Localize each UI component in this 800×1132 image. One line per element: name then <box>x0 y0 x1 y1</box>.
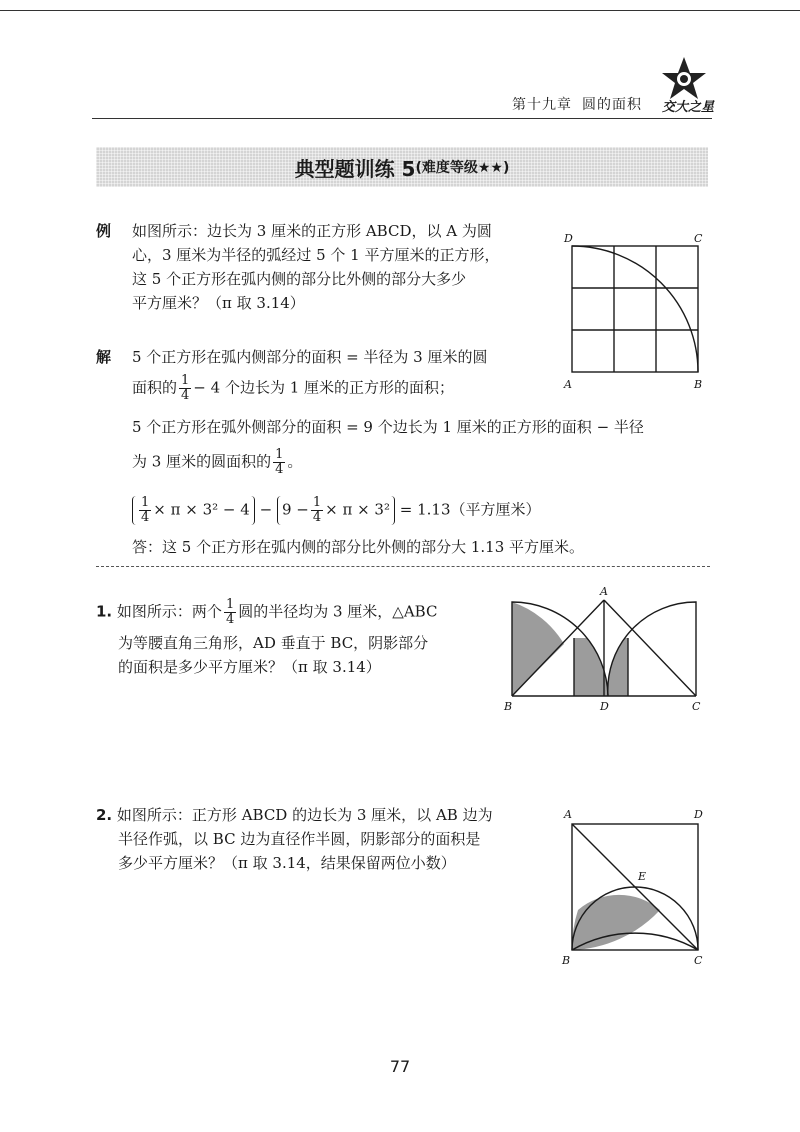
example-line-3: 这 5 个正方形在弧内侧的部分比外侧的部分大多少 <box>132 270 467 288</box>
problem-2-line-2: 半径作弧，以 BC 边为直径作半圆，阴影部分的面积是 <box>118 830 481 848</box>
solution-line-4-pre: 为 3 厘米的圆面积的 <box>132 452 272 471</box>
formula-minus: − <box>259 500 273 519</box>
fraction-denominator: 4 <box>275 462 284 477</box>
example-line-1: 如图所示：边长为 3 厘米的正方形 ABCD，以 A 为圆 <box>132 222 492 240</box>
fraction-numerator: 1 <box>181 373 190 388</box>
fraction-numerator: 1 <box>141 495 150 510</box>
formula-right-term <box>277 496 395 525</box>
page-number: 77 <box>389 1057 411 1076</box>
formula-result: = 1.13（平方厘米） <box>399 500 541 519</box>
section-title-band <box>96 147 708 187</box>
label-B: B <box>504 700 513 713</box>
problem-2-line-1 <box>96 804 493 826</box>
example-tag: 例 <box>96 222 112 240</box>
solution-line-2-pre: 面积的 <box>132 378 178 397</box>
chapter-label: 第十九章 <box>512 97 572 113</box>
fraction-one-quarter <box>224 598 236 627</box>
solution-line-1: 5 个正方形在弧内侧部分的面积 = 半径为 3 厘米的圆 <box>132 348 488 366</box>
problem-2-line-3: 多少平方厘米？（π 取 3.14，结果保留两位小数） <box>118 854 456 872</box>
example-line-2: 心，3 厘米为半径的弧经过 5 个 1 平方厘米的正方形， <box>132 246 500 264</box>
fraction-numerator: 1 <box>225 597 235 612</box>
example-line-4: 平方厘米？（π 取 3.14） <box>132 294 305 312</box>
example-figure <box>560 232 710 394</box>
problem-1-line-2: 为等腰直角三角形，AD 垂直于 BC，阴影部分 <box>118 634 429 652</box>
running-header <box>512 94 642 114</box>
fraction-one-quarter <box>139 496 151 525</box>
problem-1-line-3: 的面积是多少平方厘米？（π 取 3.14） <box>118 658 381 676</box>
problem-1-number: 1. <box>96 602 113 621</box>
logo-text: 交大之星 <box>662 100 715 115</box>
section-label: 圆的面积 <box>582 97 642 113</box>
solution-line-4 <box>132 448 302 477</box>
label-B: B <box>694 378 703 391</box>
solution-line-4-post: 。 <box>287 452 303 471</box>
label-A: A <box>564 378 572 391</box>
problem-2-line-1-text: 如图所示：正方形 ABCD 的边长为 3 厘米，以 AB 边为 <box>116 806 493 824</box>
label-D: D <box>694 808 703 821</box>
difficulty-label: (难度等级★★) <box>415 160 510 176</box>
fraction-denominator: 4 <box>181 388 190 403</box>
formula-left-term <box>132 496 255 525</box>
fraction-one-quarter <box>273 448 285 477</box>
problem-1-line-1-post: 圆的半径均为 3 厘米，△ABC <box>238 602 438 621</box>
answer-line: 答：这 5 个正方形在弧内侧的部分比外侧的部分大 1.13 平方厘米。 <box>132 538 585 556</box>
label-D: D <box>600 700 609 713</box>
label-A: A <box>600 585 608 598</box>
fraction-numerator: 1 <box>275 447 284 462</box>
solution-line-2-post: − 4 个边长为 1 厘米的正方形的面积； <box>193 378 455 397</box>
problem-1-line-1 <box>96 598 437 627</box>
section-divider <box>96 566 710 567</box>
fraction-one-quarter <box>311 496 323 525</box>
label-C: C <box>694 954 703 967</box>
solution-line-2 <box>132 374 454 403</box>
solution-line-3: 5 个正方形在弧外侧部分的面积 = 9 个边长为 1 厘米的正方形的面积 − 半径 <box>132 418 644 436</box>
fraction-denominator: 4 <box>141 510 150 525</box>
fraction-one-quarter <box>179 374 191 403</box>
fraction-denominator: 4 <box>225 612 235 627</box>
problem-2-number: 2. <box>96 806 113 824</box>
label-D: D <box>564 232 573 245</box>
label-C: C <box>694 232 703 245</box>
label-A: A <box>564 808 572 821</box>
problem-1-figure <box>500 584 710 714</box>
label-E: E <box>638 870 647 883</box>
problem-2-figure <box>560 806 710 970</box>
problem-1-line-1-pre: 如图所示：两个 <box>116 602 222 621</box>
formula-b-post: × π × 3² <box>325 500 390 519</box>
label-C: C <box>692 700 701 713</box>
solution-formula <box>132 496 541 525</box>
formula-b-pre: 9 − <box>281 500 309 519</box>
header-rule <box>92 118 712 119</box>
fraction-denominator: 4 <box>312 510 322 525</box>
formula-a: × π × 3² − 4 <box>153 500 250 519</box>
top-border-line <box>0 10 800 11</box>
label-B: B <box>562 954 571 967</box>
solution-tag: 解 <box>96 348 112 366</box>
section-title: 典型题训练 5 <box>294 156 416 181</box>
fraction-numerator: 1 <box>312 495 322 510</box>
